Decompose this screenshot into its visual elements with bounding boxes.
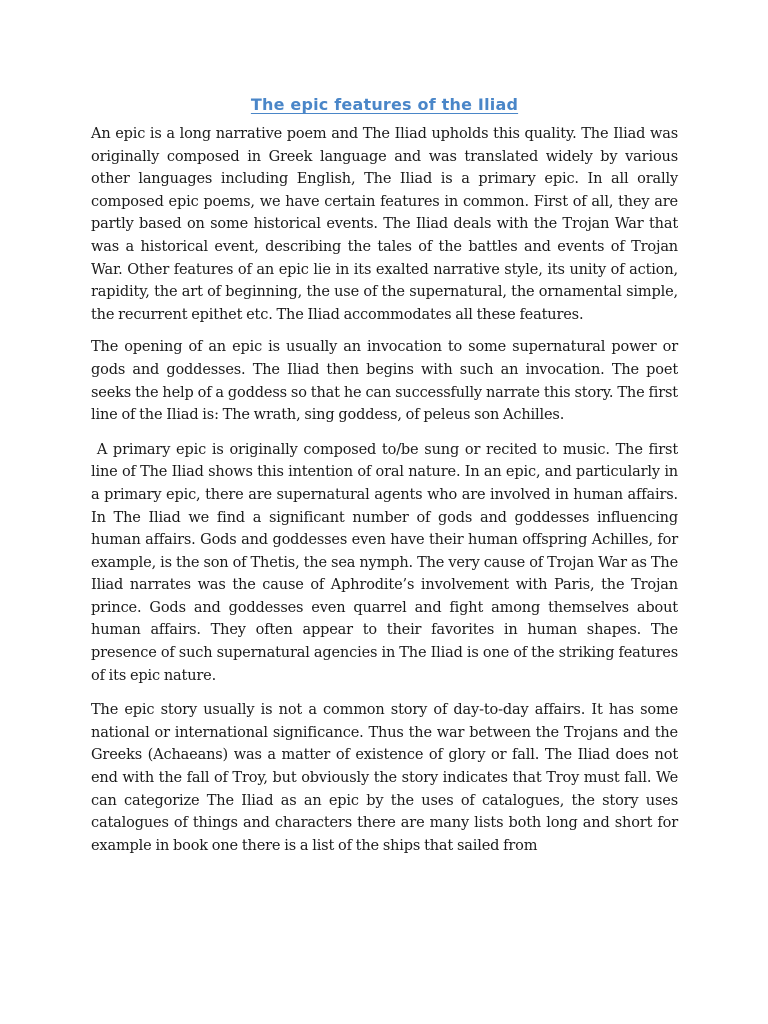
paragraph-significance: The epic story usually is not a common story of day-to-day affairs. It has some national or international significance. Thus the war between the Trojans and the Greeks (Achaeans) was a matter of existence of glory or fall. The Iliad does not end with the fall of Troy, but obviously the story indicates that Troy must fall. We can categorize The Iliad as an epic by the uses of catalogues, the story uses catalogues of things and characters there are many lists both long and short for example in book one there is a list of the ships that sailed from (91, 702, 678, 854)
document-page (91, 94, 682, 857)
paragraph-invocation: The opening of an epic is usually an invocation to some supernatural power or gods and goddesses. The Iliad then begins with such an invocation. The poet seeks the help of a goddess so that he can successfully narrate this story. The first line of the Iliad is: The wrath, sing goddess, of peleus son Achilles. (91, 339, 678, 424)
document-title: The epic features of the Iliad (250, 95, 519, 114)
paragraph-intro: An epic is a long narrative poem and The Iliad upholds this quality. The Iliad was originally composed in Greek language and was translated widely by various other languages including English, The Iliad is a primary epic. In all orally composed epic poems, we have certain features in common. First of all, they are partly based on some historical events. The Iliad deals with the Trojan War that was a historical event, describing the tales of the battles and events of Trojan War. Other features of an epic lie in its exalted narrative style, its unity of action, rapidity, the art of beginning, the use of the supernatural, the ornamental simple, the recurrent epithet etc. The Iliad accommodates all these features. (91, 126, 678, 323)
paragraph-supernatural: A primary epic is originally composed to/be sung or recited to music. The first line of The Iliad shows this intention of oral nature. In an epic, and particularly in a primary epic, there are supernatural agents who are involved in human affairs. In The Iliad we find a significant number of gods and goddesses influencing human affairs. Gods and goddesses even have their human offspring Achilles, for example, is the son of Thetis, the sea nymph. The very cause of Trojan War as The Iliad narrates was the cause of Aphrodite’s involvement with Paris, the Trojan prince. Gods and goddesses even quarrel and fight among themselves about human affairs. They often appear to their favorites in human shapes. The presence of such supernatural agencies in The Iliad is one of the striking features of its epic nature. (91, 441, 682, 684)
